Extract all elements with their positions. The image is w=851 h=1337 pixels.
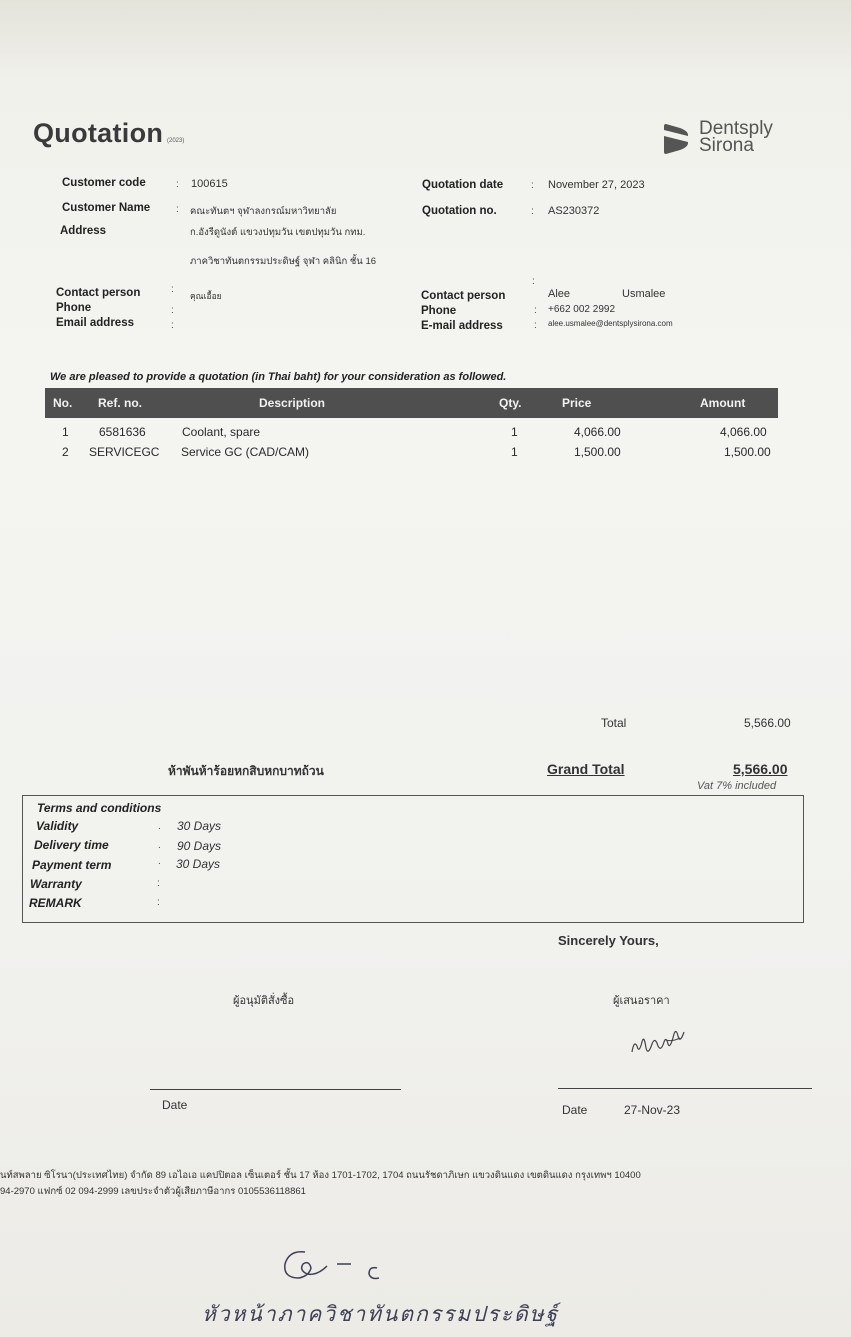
customer-name: คณะทันตฯ จุฬาลงกรณ์มหาวิทยาลัย xyxy=(190,206,337,217)
col-ref-no: Ref. no. xyxy=(98,396,142,410)
document-title: Quotation xyxy=(33,118,164,148)
amount-in-words: ห้าพันห้าร้อยหกสิบหกบาทถ้วน xyxy=(168,764,324,778)
validity-value: 30 Days xyxy=(177,819,222,833)
col-description: Description xyxy=(259,396,326,410)
approver-caption: ผู้อนุมัติสั่งซื้อ xyxy=(233,995,295,1007)
total-value: 5,566.00 xyxy=(744,716,791,730)
row-2-qty: 1 xyxy=(511,445,518,459)
colon: : xyxy=(171,305,174,316)
row-1-price: 4,066.00 xyxy=(574,425,621,439)
colon: : xyxy=(534,320,537,331)
customer-code: 100615 xyxy=(191,178,228,190)
customer-code-label: Customer code xyxy=(62,177,146,189)
sales-phone-label: Phone xyxy=(421,305,457,317)
address-label: Address xyxy=(60,225,107,237)
row-2-amount: 1,500.00 xyxy=(724,445,771,459)
address-line-1: ก.อังรีดูนังต์ แขวงปทุมวัน เขตปทุมวัน กทม. xyxy=(190,227,366,238)
quotation-no-label: Quotation no. xyxy=(422,205,497,217)
colon: : xyxy=(534,305,537,316)
sales-email: alee.usmalee@dentsplysirona.com xyxy=(548,319,673,328)
validity-label: Validity xyxy=(36,819,79,833)
row-1-description: Coolant, spare xyxy=(182,425,261,439)
col-qty: Qty. xyxy=(499,396,522,410)
row-2-description: Service GC (CAD/CAM) xyxy=(181,445,310,459)
remark-label: REMARK xyxy=(29,896,82,910)
proposer-signature-line xyxy=(558,1088,812,1089)
sales-email-label: E-mail address xyxy=(421,320,503,332)
document-title-year: (2023) xyxy=(167,138,185,144)
payment-value: 30 Days xyxy=(176,857,221,871)
quotation-intro: We are pleased to provide a quotation (in Thai baht) for your consideration as followed. xyxy=(50,371,507,383)
customer-contact-label: Contact person xyxy=(56,287,141,299)
customer-contact: คุณเอื้อย xyxy=(190,291,222,301)
col-no: No. xyxy=(53,396,73,410)
delivery-label: Delivery time xyxy=(34,838,109,852)
closing-text: Sincerely Yours, xyxy=(558,933,659,948)
dentsply-logo-icon xyxy=(662,123,690,155)
customer-phone-label: Phone xyxy=(56,302,92,314)
items-table-header xyxy=(45,388,778,418)
colon: : xyxy=(531,180,534,191)
quotation-date-label: Quotation date xyxy=(422,179,504,191)
sales-phone: +662 002 2992 xyxy=(548,304,616,315)
row-1-qty: 1 xyxy=(511,425,518,439)
colon: : xyxy=(157,897,160,908)
vat-note: Vat 7% included xyxy=(697,780,777,792)
customer-name-label: Customer Name xyxy=(62,202,151,214)
delivery-value: 90 Days xyxy=(177,839,222,853)
colon: . xyxy=(158,840,161,851)
row-2-no: 2 xyxy=(62,445,69,459)
colon: : xyxy=(176,179,179,190)
brand-line-1: Dentsply xyxy=(699,118,773,139)
proposer-signature xyxy=(628,1022,690,1064)
colon: : xyxy=(532,276,535,287)
approver-signature-line xyxy=(150,1089,401,1090)
colon: . xyxy=(158,856,161,867)
customer-email-label: Email address xyxy=(56,317,134,329)
warranty-label: Warranty xyxy=(30,877,82,891)
row-2-ref: SERVICEGC xyxy=(89,445,160,459)
col-price: Price xyxy=(562,396,592,410)
brand-line-2: Sirona xyxy=(699,135,754,156)
handwritten-signature xyxy=(275,1244,393,1292)
colon: : xyxy=(171,284,174,295)
colon: : xyxy=(171,320,174,331)
footer-address: นท์สพลาย ซิโรนา(ประเทศไทย) จำกัด 89 เอไอเอ แคปปิตอล เซ็นเตอร์ ชั้น 17 ห้อง 1701-1702, 1704 ถนนรัชดาภิเษก แขวงดินแดง เขตดินแดง กรุงเทพฯ 10400 xyxy=(0,1170,641,1181)
grand-total-value: 5,566.00 xyxy=(733,761,788,777)
payment-label: Payment term xyxy=(32,858,112,872)
row-1-ref: 6581636 xyxy=(99,425,146,439)
handwritten-note: หัวหน้าภาควิชาทันตกรรมประดิษฐ์ xyxy=(202,1302,560,1326)
quotation-date: November 27, 2023 xyxy=(548,179,645,191)
proposer-caption: ผู้เสนอราคา xyxy=(613,995,670,1007)
colon: . xyxy=(158,821,161,832)
colon: : xyxy=(176,204,179,215)
footer-contact: 94-2970 แฟกซ์ 02 094-2999 เลขประจำตัวผู้เสียภาษีอากร 0105536118861 xyxy=(0,1186,306,1197)
sales-contact-first-name: Alee xyxy=(548,288,571,300)
row-1-no: 1 xyxy=(62,425,69,439)
proposer-date-label: Date xyxy=(562,1103,588,1117)
colon: : xyxy=(531,206,534,217)
row-1-amount: 4,066.00 xyxy=(720,425,767,439)
terms-heading: Terms and conditions xyxy=(37,801,162,815)
row-2-price: 1,500.00 xyxy=(574,445,621,459)
brand-name xyxy=(699,120,773,154)
sales-contact-label: Contact person xyxy=(421,290,506,302)
colon: : xyxy=(157,878,160,889)
quotation-no: AS230372 xyxy=(548,205,600,217)
grand-total-label: Grand Total xyxy=(547,761,625,777)
sales-contact-last-name: Usmalee xyxy=(622,288,666,300)
total-label: Total xyxy=(601,716,627,730)
proposer-date: 27-Nov-23 xyxy=(624,1103,681,1117)
col-amount: Amount xyxy=(700,396,746,410)
address-line-2: ภาควิชาทันตกรรมประดิษฐ์ จุฬา คลินิก ชั้น 16 xyxy=(190,256,377,267)
approver-date-label: Date xyxy=(162,1098,188,1112)
